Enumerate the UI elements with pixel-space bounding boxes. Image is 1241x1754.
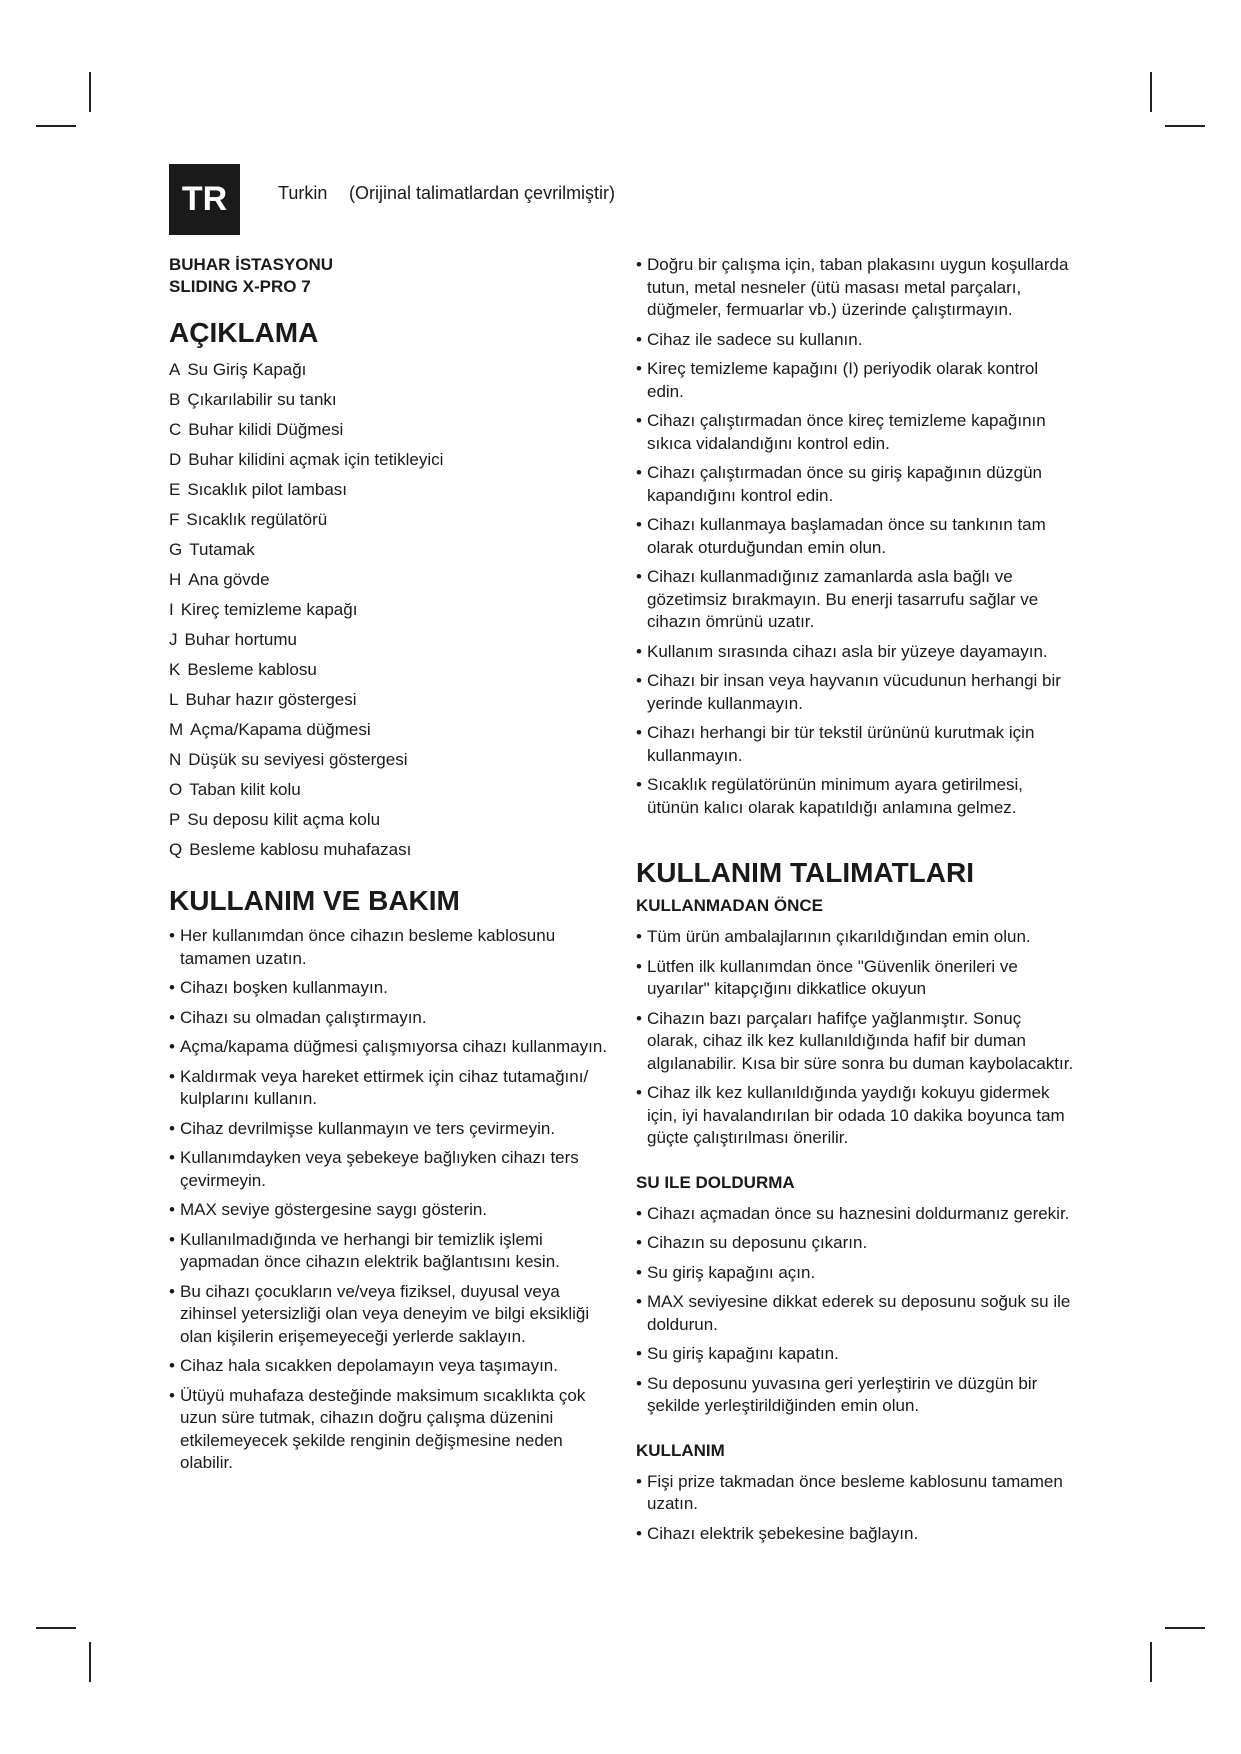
part-letter: J: [169, 630, 178, 649]
part-letter: E: [169, 480, 181, 499]
usage-item: • Cihazı elektrik şebekesine bağlayın.: [636, 1523, 1076, 1546]
part-item: [169, 659, 609, 689]
usage-care-item: • Kullanımdayken veya şebekeye bağlıyken cihazı ters çevirmeyin.: [169, 1147, 609, 1192]
part-item: [169, 629, 609, 659]
before-use-heading: KULLANMADAN ÖNCE: [636, 896, 823, 915]
part-item: [169, 449, 609, 479]
usage-care-item: • Kaldırmak veya hareket ettirmek için cihaz tutamağını/ kulplarını kullanın.: [169, 1066, 609, 1111]
usage-care-item: • Bu cihazı çocukların ve/veya fiziksel, duyusal veya zihinsel yetersizliği olan veya deneyim ve bilgi eksikliği olan kişilerin erişemeyeceği yerlerde saklayın.: [169, 1281, 609, 1349]
crop-mark-top-right-v: [1150, 72, 1152, 112]
part-item: [169, 839, 609, 869]
part-label: Su Giriş Kapağı: [187, 360, 307, 379]
crop-mark-bottom-left-v: [89, 1642, 91, 1682]
product-model: SLIDING X-PRO 7: [169, 277, 311, 296]
part-item: [169, 389, 609, 419]
filling-item: • Su giriş kapağını kapatın.: [636, 1343, 1076, 1366]
usage-care-item: • Her kullanımdan önce cihazın besleme kablosunu tamamen uzatın.: [169, 925, 609, 970]
part-item: [169, 419, 609, 449]
safety-item: • Cihazı çalıştırmadan önce kireç temizleme kapağının sıkıca vidalandığını kontrol edin.: [636, 410, 1076, 455]
right-column: [636, 254, 1076, 1552]
part-item: [169, 479, 609, 509]
safety-item: • Kireç temizleme kapağını (I) periyodik olarak kontrol edin.: [636, 358, 1076, 403]
part-letter: C: [169, 420, 182, 439]
part-item: [169, 689, 609, 719]
usage-care-item: • Cihazı boşken kullanmayın.: [169, 977, 609, 1000]
usage-care-list: [169, 925, 609, 1475]
crop-mark-bottom-right-v: [1150, 1642, 1152, 1682]
part-letter: N: [169, 750, 182, 769]
part-letter: B: [169, 390, 181, 409]
usage-care-item: • Cihazı su olmadan çalıştırmayın.: [169, 1007, 609, 1030]
usage-care-item: • Cihaz hala sıcakken depolamayın veya taşımayın.: [169, 1355, 609, 1378]
safety-item: • Cihazı bir insan veya hayvanın vücudunun herhangi bir yerinde kullanmayın.: [636, 670, 1076, 715]
part-label: Sıcaklık regülatörü: [186, 510, 328, 529]
safety-list: [636, 254, 1076, 819]
part-item: [169, 539, 609, 569]
usage-list: [636, 1471, 1076, 1546]
part-letter: G: [169, 540, 183, 559]
translation-note: (Orijinal talimatlardan çevrilmiştir): [349, 183, 616, 203]
language-name: Turkin: [278, 183, 328, 203]
filling-list: [636, 1203, 1076, 1418]
part-letter: K: [169, 660, 181, 679]
part-label: Buhar kilidi Düğmesi: [188, 420, 344, 439]
part-label: Ana gövde: [188, 570, 270, 589]
usage-item: • Fişi prize takmadan önce besleme kablosunu tamamen uzatın.: [636, 1471, 1076, 1516]
part-letter: M: [169, 720, 184, 739]
safety-item: • Cihazı kullanmaya başlamadan önce su tankının tam olarak oturduğundan emin olun.: [636, 514, 1076, 559]
part-label: Buhar hazır göstergesi: [185, 690, 357, 709]
filling-item: • MAX seviyesine dikkat ederek su deposunu soğuk su ile doldurun.: [636, 1291, 1076, 1336]
safety-item: • Cihazı herhangi bir tür tekstil ürününü kurutmak için kullanmayın.: [636, 722, 1076, 767]
part-item: [169, 809, 609, 839]
filling-item: • Cihazın su deposunu çıkarın.: [636, 1232, 1076, 1255]
before-use-item: • Cihazın bazı parçaları hafifçe yağlanmıştır. Sonuç olarak, cihaz ilk kez kullanıldığında hafif bir duman algılanabilir. Kısa bir süre sonra bu duman kaybolacaktır.: [636, 1008, 1076, 1076]
before-use-list: [636, 926, 1076, 1150]
part-label: Buhar kilidini açmak için tetikleyici: [188, 450, 444, 469]
crop-mark-top-right-h: [1165, 125, 1205, 127]
filling-item: • Su giriş kapağını açın.: [636, 1262, 1076, 1285]
safety-item: • Cihazı kullanmadığınız zamanlarda asla bağlı ve gözetimsiz bırakmayın. Bu enerji tasarrufu sağlar ve cihazın ömrünü uzatır.: [636, 566, 1076, 634]
part-letter: A: [169, 360, 181, 379]
safety-item: • Sıcaklık regülatörünün minimum ayara getirilmesi, ütünün kalıcı olarak kapatıldığı anlamına gelmez.: [636, 774, 1076, 819]
part-letter: D: [169, 450, 182, 469]
left-column: [169, 254, 609, 1482]
part-label: Çıkarılabilir su tankı: [187, 390, 337, 409]
usage-care-item: • MAX seviye göstergesine saygı gösterin.: [169, 1199, 609, 1222]
part-item: [169, 749, 609, 779]
part-label: Kireç temizleme kapağı: [180, 600, 358, 619]
usage-care-item: • Cihaz devrilmişse kullanmayın ve ters çevirmeyin.: [169, 1118, 609, 1141]
before-use-item: • Tüm ürün ambalajlarının çıkarıldığından emin olun.: [636, 926, 1076, 949]
part-item: [169, 359, 609, 389]
parts-list: [169, 359, 609, 869]
part-item: [169, 599, 609, 629]
crop-mark-bottom-left-h: [36, 1627, 76, 1629]
part-letter: O: [169, 780, 183, 799]
part-letter: Q: [169, 840, 183, 859]
part-letter: P: [169, 810, 181, 829]
part-label: Besleme kablosu muhafazası: [189, 840, 412, 859]
safety-item: • Cihazı çalıştırmadan önce su giriş kapağının düzgün kapandığını kontrol edin.: [636, 462, 1076, 507]
filling-heading: SU ILE DOLDURMA: [636, 1172, 795, 1192]
part-item: [169, 569, 609, 599]
part-letter: L: [169, 690, 179, 709]
part-item: [169, 779, 609, 809]
crop-mark-bottom-right-h: [1165, 1627, 1205, 1629]
part-label: Besleme kablosu: [187, 660, 317, 679]
safety-item: • Doğru bir çalışma için, taban plakasını uygun koşullarda tutun, metal nesneler (ütü masası metal parçaları, düğmeler, fermuarlar vb.) üzerinde çalıştırmayın.: [636, 254, 1076, 322]
description-heading: AÇIKLAMA: [169, 317, 319, 348]
product-name: BUHAR İSTASYONU: [169, 255, 334, 274]
safety-item: • Kullanım sırasında cihazı asla bir yüzeye dayamayın.: [636, 641, 1076, 664]
usage-heading: KULLANIM: [636, 1440, 725, 1460]
part-label: Açma/Kapama düğmesi: [190, 720, 371, 739]
part-label: Su deposu kilit açma kolu: [187, 810, 381, 829]
usage-care-item: • Kullanılmadığında ve herhangi bir temizlik işlemi yapmadan önce cihazın elektrik bağlantısını kesin.: [169, 1229, 609, 1274]
part-label: Buhar hortumu: [184, 630, 297, 649]
part-label: Tutamak: [189, 540, 255, 559]
part-letter: I: [169, 600, 174, 619]
usage-care-item: • Ütüyü muhafaza desteğinde maksimum sıcaklıkta çok uzun süre tutmak, cihazın doğru çalışma düzenini etkilemeyecek şekilde renginin değişmesine neden olabilir.: [169, 1385, 609, 1475]
filling-item: • Su deposunu yuvasına geri yerleştirin ve düzgün bir şekilde yerleştirildiğinden emin olun.: [636, 1373, 1076, 1418]
filling-item: • Cihazı açmadan önce su haznesini doldurmanız gerekir.: [636, 1203, 1076, 1226]
crop-mark-top-left-v: [89, 72, 91, 112]
before-use-item: • Lütfen ilk kullanımdan önce "Güvenlik önerileri ve uyarılar" kitapçığını dikkatlice okuyun: [636, 956, 1076, 1001]
safety-item: • Cihaz ile sadece su kullanın.: [636, 329, 1076, 352]
part-item: [169, 509, 609, 539]
part-item: [169, 719, 609, 749]
crop-mark-top-left-h: [36, 125, 76, 127]
instructions-heading: KULLANIM TALIMATLARI: [636, 857, 974, 888]
part-letter: H: [169, 570, 182, 589]
language-badge: TR: [169, 164, 240, 235]
usage-care-heading: KULLANIM VE BAKIM: [169, 885, 460, 916]
usage-care-item: • Açma/kapama düğmesi çalışmıyorsa cihazı kullanmayın.: [169, 1036, 609, 1059]
before-use-item: • Cihaz ilk kez kullanıldığında yaydığı kokuyu gidermek için, iyi havalandırılan bir odada 10 dakika boyunca tam güçte çalıştırılması önerilir.: [636, 1082, 1076, 1150]
part-label: Düşük su seviyesi göstergesi: [188, 750, 408, 769]
part-letter: F: [169, 510, 180, 529]
part-label: Taban kilit kolu: [189, 780, 301, 799]
part-label: Sıcaklık pilot lambası: [187, 480, 348, 499]
